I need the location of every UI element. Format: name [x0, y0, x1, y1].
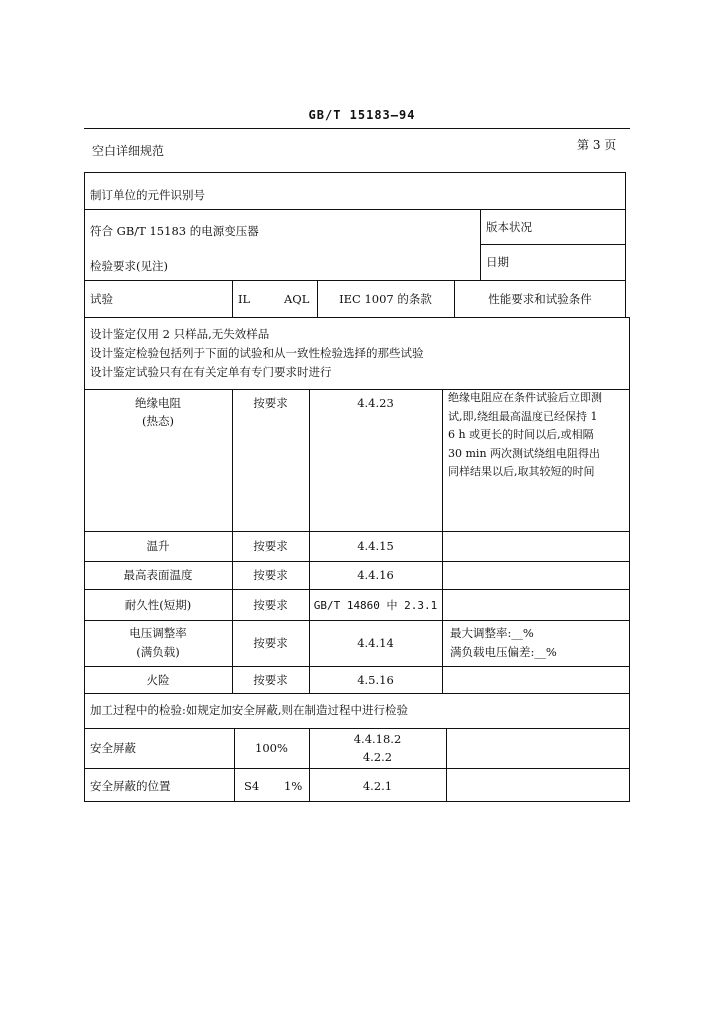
note-line: 设计鉴定仅用 2 只样品,无失效样品	[90, 327, 270, 341]
clause: 4.4.16	[357, 568, 394, 582]
test-name: 电压调整率	[129, 626, 187, 640]
process-clause: 4.2.2	[362, 750, 393, 764]
clause: 4.5.16	[357, 673, 394, 687]
requirement: 按要求	[253, 598, 288, 612]
col-perf-header: 性能要求和试验条件	[488, 292, 592, 306]
process-test-name: 安全屏蔽的位置	[90, 779, 171, 793]
col-aql-header: AQL	[284, 292, 310, 306]
spec-table	[84, 172, 630, 802]
col-il-header: IL	[238, 292, 251, 306]
header-rule	[84, 128, 630, 129]
process-requirement: 100%	[255, 741, 288, 755]
spec-title: 空白详细规范	[92, 144, 165, 158]
clause: GB/T 14860 中 2.3.1	[313, 599, 438, 612]
perf-text: 30 min 两次测试绕组电阻得出	[448, 446, 601, 460]
clause: 4.4.14	[357, 636, 394, 650]
process-aql: 1%	[284, 779, 303, 793]
perf-text: 最大调整率:__%	[450, 626, 534, 640]
requirement: 按要求	[253, 396, 288, 410]
requirement: 按要求	[253, 636, 288, 650]
process-note: 加工过程中的检验:如规定加安全屏蔽,则在制造过程中进行检验	[90, 703, 409, 717]
requirement: 按要求	[253, 673, 288, 687]
perf-text: 试,即,绕组最高温度已经保持 1	[448, 409, 598, 423]
process-il: S4	[244, 779, 260, 793]
test-name: (满负载)	[136, 645, 180, 659]
process-clause: 4.2.1	[362, 779, 393, 793]
perf-text: 同样结果以后,取其较短的时间	[448, 465, 595, 478]
perf-text: 绝缘电阻应在条件试验后立即测	[448, 391, 602, 404]
clause: 4.4.23	[357, 396, 394, 410]
test-name: 温升	[146, 539, 170, 553]
conform-label: 符合 GB/T 15183 的电源变压器	[90, 224, 259, 238]
perf-text: 6 h 或更长的时间以后,或相隔	[448, 428, 594, 441]
date-label: 日期	[486, 255, 509, 269]
version-label: 版本状况	[486, 220, 532, 234]
col-test-header: 试验	[90, 292, 113, 306]
page-number: 第 3 页	[577, 138, 617, 152]
note-line: 设计鉴定试验只有在有关定单有专门要求时进行	[90, 365, 332, 379]
test-name: 绝缘电阻	[135, 396, 181, 410]
perf-text: 满负载电压偏差:__%	[450, 645, 557, 659]
test-name: 最高表面温度	[123, 568, 193, 582]
clause: 4.4.15	[357, 539, 394, 553]
col-iec-header: IEC 1007 的条款	[339, 292, 432, 306]
inspection-label: 检验要求(见注)	[90, 259, 168, 273]
requirement: 按要求	[253, 539, 288, 553]
org-id-label: 制订单位的元件识别号	[90, 188, 205, 202]
requirement: 按要求	[253, 568, 288, 582]
test-name: 耐久性(短期)	[124, 598, 192, 612]
process-clause: 4.4.18.2	[353, 732, 402, 746]
test-name: 火险	[146, 673, 170, 687]
test-name: (热态)	[142, 414, 174, 428]
standard-code: GB/T 15183—94	[308, 108, 416, 122]
note-line: 设计鉴定检验包括列于下面的试验和从一致性检验选择的那些试验	[90, 346, 424, 360]
process-test-name: 安全屏蔽	[90, 741, 136, 755]
